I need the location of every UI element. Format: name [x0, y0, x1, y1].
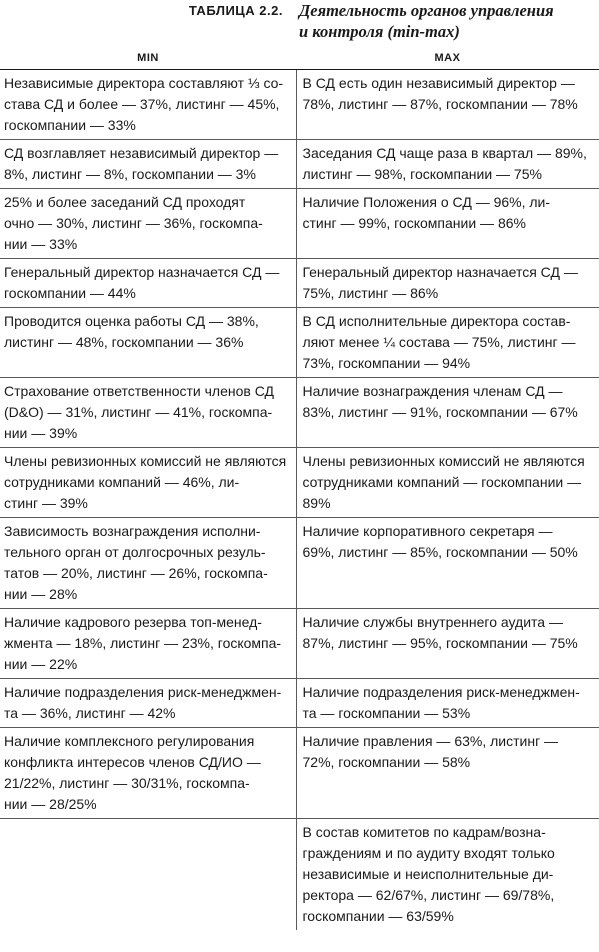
table-row [0, 259, 599, 308]
cell-line: 75%, листинг — 86% [302, 285, 439, 301]
table-title-line-2: и контроля (min-max) [299, 22, 460, 41]
cell-line: Члены ревизионных комиссий не являются [4, 453, 287, 469]
cell-line: 87%, листинг — 95%, госкомпании — 75% [302, 635, 578, 651]
cell-line: жмента — 18%, листинг — 23%, госкомпа- [4, 635, 282, 651]
cell-line: конфликта интересов членов СД/ИО — [4, 754, 261, 770]
cell-line: 25% и более заседаний СД проходят [4, 194, 246, 210]
cell-line: Зависимость вознаграждения исполни- [4, 523, 261, 539]
cell-line: стинг — 39% [4, 495, 88, 511]
cell-line: В СД исполнительные директора состав- [302, 313, 571, 329]
cell-min [0, 819, 296, 931]
cell-line: нии — 33% [4, 236, 78, 252]
cell-line: Независимые директора составляют ⅓ со- [4, 75, 284, 91]
cell-min [0, 609, 296, 679]
cell-line: листинг — 48%, госкомпании — 36% [4, 334, 244, 350]
table-row [0, 140, 599, 189]
governance-table [0, 47, 599, 930]
cell-line: граждениям и по аудиту входят только [302, 845, 555, 861]
cell-min [0, 679, 296, 728]
table-row [0, 378, 599, 448]
cell-max [296, 728, 599, 819]
cell-line: 73%, госкомпании — 94% [302, 355, 471, 371]
table-row [0, 448, 599, 518]
cell-line: тельного орган от долгосрочных резуль- [4, 544, 266, 560]
cell-min [0, 70, 296, 140]
cell-max [296, 679, 599, 728]
table-row [0, 728, 599, 819]
cell-line: госкомпании — 44% [4, 285, 136, 301]
cell-line: Заседания СД чаще раза в квартал — 89%, [302, 145, 587, 161]
cell-line: 78%, листинг — 87%, госкомпании — 78% [302, 96, 578, 112]
cell-line: нии — 22% [4, 656, 78, 672]
cell-line: В состав комитетов по кадрам/возна- [302, 824, 546, 840]
cell-min [0, 518, 296, 609]
cell-max [296, 378, 599, 448]
cell-line: става СД и более — 37%, листинг — 45%, [4, 96, 280, 112]
cell-line: госкомпании — 33% [4, 117, 136, 133]
cell-line: нии — 28% [4, 586, 78, 602]
cell-line: 72%, госкомпании — 58% [302, 754, 471, 770]
cell-line: Наличие комплексного регулирования [4, 733, 255, 749]
cell-min [0, 140, 296, 189]
table-row [0, 609, 599, 679]
cell-line: независимые и неисполнительные ди- [302, 866, 554, 882]
cell-max [296, 448, 599, 518]
table-row [0, 518, 599, 609]
cell-max [296, 189, 599, 259]
cell-line: В СД есть один независимый директор — [302, 75, 575, 91]
cell-line: 89% [302, 495, 331, 511]
cell-line: та — госкомпании — 53% [302, 705, 471, 721]
table-row [0, 70, 599, 140]
cell-line: та — 36%, листинг — 42% [4, 705, 176, 721]
cell-line: Наличие вознаграждения членам СД — [302, 383, 563, 399]
table-label: ТАБЛИЦА 2.2. [188, 3, 283, 18]
cell-max [296, 140, 599, 189]
cell-line: листинг — 98%, госкомпании — 75% [302, 166, 542, 182]
cell-line: 21/22%, листинг — 30/31%, госкомпа- [4, 775, 250, 791]
table-row [0, 679, 599, 728]
column-header-min: MIN [0, 47, 296, 70]
cell-line: нии — 39% [4, 425, 78, 441]
cell-line: стинг — 99%, госкомпании — 86% [302, 215, 526, 231]
cell-line: Наличие корпоративного секретаря — [302, 523, 553, 539]
table-row [0, 308, 599, 378]
cell-line: Наличие службы внутреннего аудита — [302, 614, 563, 630]
cell-line: 69%, листинг — 85%, госкомпании — 50% [302, 544, 578, 560]
table-header [0, 0, 599, 44]
table-title [299, 0, 594, 42]
table-row [0, 189, 599, 259]
cell-max [296, 308, 599, 378]
cell-line: (D&O) — 31%, листинг — 41%, госкомпа- [4, 404, 273, 420]
cell-max [296, 609, 599, 679]
cell-line: Наличие подразделения риск-менеджмен- [4, 684, 282, 700]
cell-line: 83%, листинг — 91%, госкомпании — 67% [302, 404, 578, 420]
cell-line: сотрудниками компаний — госкомпании — [302, 474, 582, 490]
column-header-max: MAX [296, 47, 599, 70]
cell-min [0, 308, 296, 378]
table-title-line-1: Деятельность органов управления [299, 1, 554, 20]
cell-min [0, 259, 296, 308]
cell-min [0, 448, 296, 518]
cell-line: Проводится оценка работы СД — 38%, [4, 313, 259, 329]
cell-line: Страхование ответственности членов СД [4, 383, 274, 399]
cell-line: татов — 20%, листинг — 26%, госкомпа- [4, 565, 268, 581]
cell-line: Наличие подразделения риск-менеджмен- [302, 684, 580, 700]
cell-line: 8%, листинг — 8%, госкомпании — 3% [4, 166, 256, 182]
cell-line: госкомпании — 63/59% [302, 908, 454, 924]
table-row [0, 819, 599, 931]
cell-line: Генеральный директор назначается СД — [4, 264, 280, 280]
cell-min [0, 378, 296, 448]
cell-line: ляют менее ¼ состава — 75%, листинг — [302, 334, 576, 350]
column-header-row [0, 47, 599, 70]
cell-line: очно — 30%, листинг — 36%, госкомпа- [4, 215, 263, 231]
cell-line: Генеральный директор назначается СД — [302, 264, 578, 280]
cell-line: Наличие Положения о СД — 96%, ли- [302, 194, 551, 210]
cell-min [0, 728, 296, 819]
cell-line: сотрудниками компаний — 46%, ли- [4, 474, 240, 490]
cell-min [0, 189, 296, 259]
cell-line: Наличие кадрового резерва топ-менед- [4, 614, 262, 630]
cell-max [296, 259, 599, 308]
cell-max [296, 819, 599, 931]
cell-line: ректора — 62/67%, листинг — 69/78%, [302, 887, 555, 903]
cell-max [296, 518, 599, 609]
table-body [0, 70, 599, 931]
cell-line: нии — 28/25% [4, 796, 97, 812]
cell-line: Члены ревизионных комиссий не являются [302, 453, 585, 469]
cell-max [296, 70, 599, 140]
cell-line: Наличие правления — 63%, листинг — [302, 733, 559, 749]
cell-line: СД возглавляет независимый директор — [4, 145, 279, 161]
